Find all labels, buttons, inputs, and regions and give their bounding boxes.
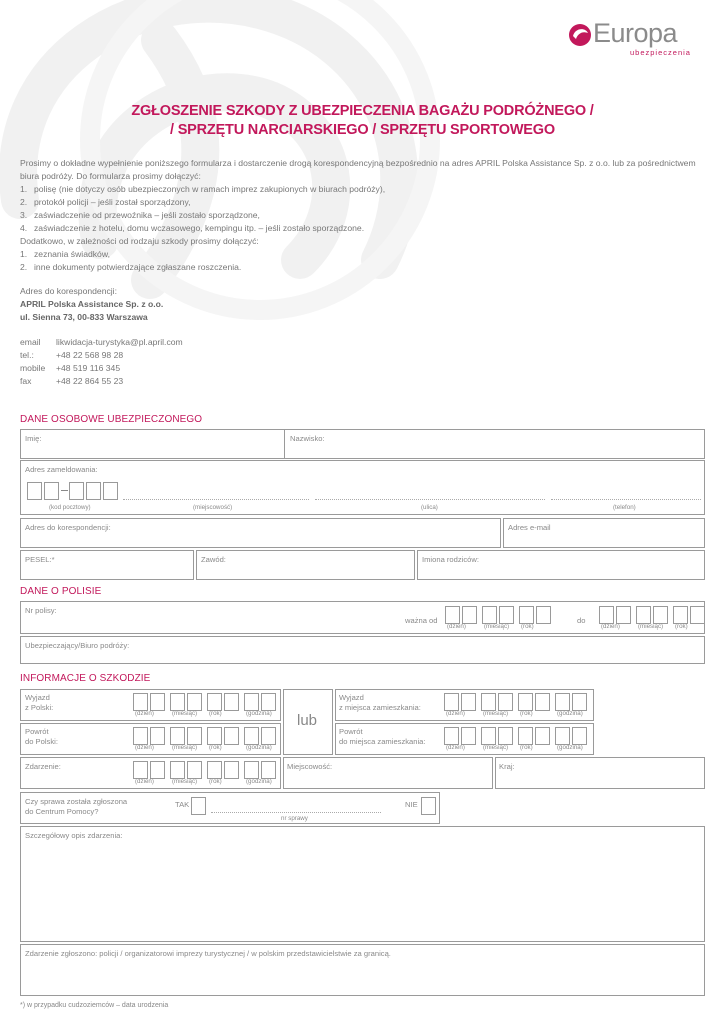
list-item: 2. inne dokumenty potwierdzające zgłaszane roszczenia. — [20, 262, 242, 272]
month-digit-cell[interactable] — [653, 606, 668, 624]
or-divider-box: lub — [283, 689, 333, 755]
year-digit-cell[interactable] — [535, 693, 550, 711]
list-item: 2. protokół policji – jeśli został sporządzony, — [20, 197, 191, 207]
month-digit-cell[interactable] — [481, 693, 496, 711]
list-item: 1. polisę (nie dotyczy osób ubezpieczonych w ramach imprez zakupionych w biurach podróży), — [20, 184, 386, 194]
hour-digit-cell[interactable] — [261, 727, 276, 745]
hour-unit-label: (godzina) — [246, 778, 272, 785]
day-digit-cell[interactable] — [445, 606, 460, 624]
year-digit-cell[interactable] — [207, 761, 222, 779]
event-place-field[interactable]: Miejscowość: — [283, 757, 493, 789]
europa-logo — [567, 20, 697, 60]
return-home-field: Powrót do miejsca zamieszkania: (dzień) (miesiąc) (rok) (godzina) — [335, 723, 594, 755]
year-digit-cell[interactable] — [518, 727, 533, 745]
address-label: Adres do korespondencji: — [20, 286, 117, 296]
month-unit-label: (miesiąc) — [172, 710, 198, 717]
event-reported-to-field[interactable]: Zdarzenie zgłoszono: policji / organizatorowi imprezy turystycznej / w polskim przedstawicielstwie za granicą. — [20, 944, 705, 996]
hour-digit-cell[interactable] — [555, 727, 570, 745]
intro-paragraph-additional: Dodatkowo, w zależności od rodzaju szkody prosimy dołączyć: — [20, 236, 259, 246]
month-digit-cell[interactable] — [170, 727, 185, 745]
intro-text — [20, 157, 710, 274]
phone-line[interactable] — [551, 499, 701, 500]
day-digit-cell[interactable] — [461, 727, 476, 745]
hour-digit-cell[interactable] — [261, 761, 276, 779]
day-digit-cell[interactable] — [461, 693, 476, 711]
logo-tagline: ubezpieczenia — [630, 48, 691, 57]
correspondence-address — [20, 285, 163, 324]
correspondence-address-field[interactable]: Adres do korespondencji: — [20, 518, 501, 548]
email-field[interactable]: Adres e-mail — [503, 518, 705, 548]
address-company: APRIL Polska Assistance Sp. z o.o. — [20, 299, 164, 309]
logo-wordmark: Europa — [593, 18, 678, 48]
month-digit-cell[interactable] — [170, 693, 185, 711]
year-digit-cell[interactable] — [536, 606, 551, 624]
month-digit-cell[interactable] — [170, 761, 185, 779]
hour-digit-cell[interactable] — [572, 727, 587, 745]
postal-code-digit[interactable] — [103, 482, 118, 500]
policy-number-field: Nr polisy: ważna od do (dzień) (miesiąc) (rok) (dzień) (miesiąc) (rok) — [20, 601, 705, 634]
list-item: 3. zaświadczenie od przewoźnika – jeśli zostało sporządzone, — [20, 210, 260, 220]
year-digit-cell[interactable] — [690, 606, 705, 624]
hour-unit-label: (godzina) — [557, 744, 583, 751]
section-policy-data: DANE O POLISIE — [20, 586, 102, 597]
return-poland-field: Powrót do Polski: (dzień) (miesiąc) (rok) (godzina) — [20, 723, 281, 755]
month-unit-label: (miesiąc) — [483, 710, 509, 717]
day-unit-label: (dzień) — [446, 744, 465, 751]
year-unit-label: (rok) — [209, 778, 222, 785]
day-digit-cell[interactable] — [444, 693, 459, 711]
day-digit-cell[interactable] — [150, 761, 165, 779]
contact-row-email: email likwidacja-turystyka@pl.april.com — [20, 337, 183, 347]
insurer-field[interactable]: Ubezpieczający/Biuro podróży: — [20, 636, 705, 664]
year-unit-label: (rok) — [209, 744, 222, 751]
day-digit-cell[interactable] — [444, 727, 459, 745]
contact-row-tel: tel.: +48 22 568 98 28 — [20, 350, 124, 360]
month-digit-cell[interactable] — [187, 761, 202, 779]
year-digit-cell[interactable] — [224, 761, 239, 779]
hour-digit-cell[interactable] — [244, 727, 259, 745]
year-unit-label: (rok) — [520, 744, 533, 751]
profession-field[interactable]: Zawód: — [196, 550, 415, 580]
street-line[interactable] — [315, 499, 545, 500]
month-digit-cell[interactable] — [636, 606, 651, 624]
day-digit-cell[interactable] — [462, 606, 477, 624]
month-unit-label: (miesiąc) — [484, 623, 510, 630]
email-link[interactable]: likwidacja-turystyka@pl.april.com — [56, 337, 183, 347]
year-digit-cell[interactable] — [518, 693, 533, 711]
month-digit-cell[interactable] — [482, 606, 497, 624]
month-digit-cell[interactable] — [498, 727, 513, 745]
list-item: 1. zeznania świadków, — [20, 249, 110, 259]
day-digit-cell[interactable] — [616, 606, 631, 624]
first-name-field[interactable]: Imię: — [20, 429, 285, 459]
form-title-line-1: ZGŁOSZENIE SZKODY Z UBEZPIECZENIA BAGAŻU PODRÓŻNEGO / — [131, 103, 594, 119]
section-damage-info: INFORMACJE O SZKODZIE — [20, 673, 151, 684]
hour-unit-label: (godzina) — [246, 710, 272, 717]
intro-paragraph: Prosimy o dokładne wypełnienie poniższego formularza i dostarczenie drogą korespondencyjną bezpośrednio na adres APRIL Polska Assistance Sp. z o.o. lub za pośrednictwem biura podróży. Do formularza prosimy dołączyć: — [20, 158, 696, 181]
case-number-line[interactable] — [211, 812, 381, 813]
month-digit-cell[interactable] — [187, 727, 202, 745]
year-digit-cell[interactable] — [673, 606, 688, 624]
day-unit-label: (dzień) — [135, 710, 154, 717]
hour-unit-label: (godzina) — [557, 710, 583, 717]
hour-digit-cell[interactable] — [244, 693, 259, 711]
day-digit-cell[interactable] — [150, 693, 165, 711]
list-item: 4. zaświadczenie z hotelu, domu wczasowego, kempingu itp. – jeśli zostało sporządzone. — [20, 223, 365, 233]
event-date-field: Zdarzenie: (dzień) (miesiąc) (rok) (godzina) — [20, 757, 281, 789]
parents-names-field[interactable]: Imiona rodziców: — [417, 550, 705, 580]
event-description-field[interactable]: Szczegółowy opis zdarzenia: — [20, 826, 705, 942]
day-unit-label: (dzień) — [447, 623, 466, 630]
year-digit-cell[interactable] — [207, 693, 222, 711]
hour-digit-cell[interactable] — [572, 693, 587, 711]
day-unit-label: (dzień) — [446, 710, 465, 717]
contact-row-fax: fax +48 22 864 55 23 — [20, 376, 124, 386]
postal-code-digit[interactable] — [44, 482, 59, 500]
last-name-field[interactable]: Nazwisko: — [284, 429, 705, 459]
form-title-line-2: / SPRZĘTU NARCIARSKIEGO / SPRZĘTU SPORTOWEGO — [170, 122, 555, 138]
hour-digit-cell[interactable] — [261, 693, 276, 711]
section-personal-data: DANE OSOBOWE UBEZPIECZONEGO — [20, 414, 203, 425]
year-digit-cell[interactable] — [224, 693, 239, 711]
departure-home-field: Wyjazd z miejsca zamieszkania: (dzień) (miesiąc) (rok) (godzina) — [335, 689, 594, 721]
year-digit-cell[interactable] — [535, 727, 550, 745]
day-unit-label: (dzień) — [135, 744, 154, 751]
month-unit-label: (miesiąc) — [483, 744, 509, 751]
year-digit-cell[interactable] — [207, 727, 222, 745]
postal-code-digit[interactable] — [69, 482, 84, 500]
year-unit-label: (rok) — [521, 623, 534, 630]
month-unit-label: (miesiąc) — [172, 744, 198, 751]
hour-digit-cell[interactable] — [244, 761, 259, 779]
day-digit-cell[interactable] — [133, 727, 148, 745]
footnote: *) w przypadku cudzoziemców – data urodzenia — [20, 1002, 169, 1009]
day-digit-cell[interactable] — [133, 761, 148, 779]
day-unit-label: (dzień) — [135, 778, 154, 785]
day-digit-cell[interactable] — [599, 606, 614, 624]
pesel-field[interactable]: PESEL:* — [20, 550, 194, 580]
year-unit-label: (rok) — [209, 710, 222, 717]
year-unit-label: (rok) — [675, 623, 688, 630]
assistance-center-question: Czy sprawa została zgłoszona do Centrum Pomocy? TAK nr sprawy NIE — [20, 792, 440, 824]
yes-checkbox[interactable] — [191, 797, 206, 815]
year-digit-cell[interactable] — [519, 606, 534, 624]
postal-code-digit[interactable] — [27, 482, 42, 500]
month-digit-cell[interactable] — [481, 727, 496, 745]
no-checkbox[interactable] — [421, 797, 436, 815]
day-digit-cell[interactable] — [150, 727, 165, 745]
hour-digit-cell[interactable] — [555, 693, 570, 711]
contact-row-mobile: mobile +48 519 116 345 — [20, 363, 121, 373]
month-unit-label: (miesiąc) — [638, 623, 664, 630]
departure-poland-field: Wyjazd z Polski: (dzień) (miesiąc) (rok) (godzina) — [20, 689, 281, 721]
city-line[interactable] — [123, 499, 309, 500]
postal-code-digit[interactable] — [86, 482, 101, 500]
hour-unit-label: (godzina) — [246, 744, 272, 751]
year-digit-cell[interactable] — [224, 727, 239, 745]
month-digit-cell[interactable] — [498, 693, 513, 711]
contact-info — [20, 336, 183, 388]
year-unit-label: (rok) — [520, 710, 533, 717]
day-digit-cell[interactable] — [133, 693, 148, 711]
residence-address-field: Adres zameldowania: (kod pocztowy) (miejscowość) (ulica) (telefon) — [20, 460, 705, 515]
day-unit-label: (dzień) — [601, 623, 620, 630]
month-digit-cell[interactable] — [499, 606, 514, 624]
month-unit-label: (miesiąc) — [172, 778, 198, 785]
event-country-field[interactable]: Kraj: — [495, 757, 705, 789]
address-street: ul. Sienna 73, 00-833 Warszawa — [20, 312, 148, 322]
europa-logo-icon — [567, 22, 593, 48]
month-digit-cell[interactable] — [187, 693, 202, 711]
